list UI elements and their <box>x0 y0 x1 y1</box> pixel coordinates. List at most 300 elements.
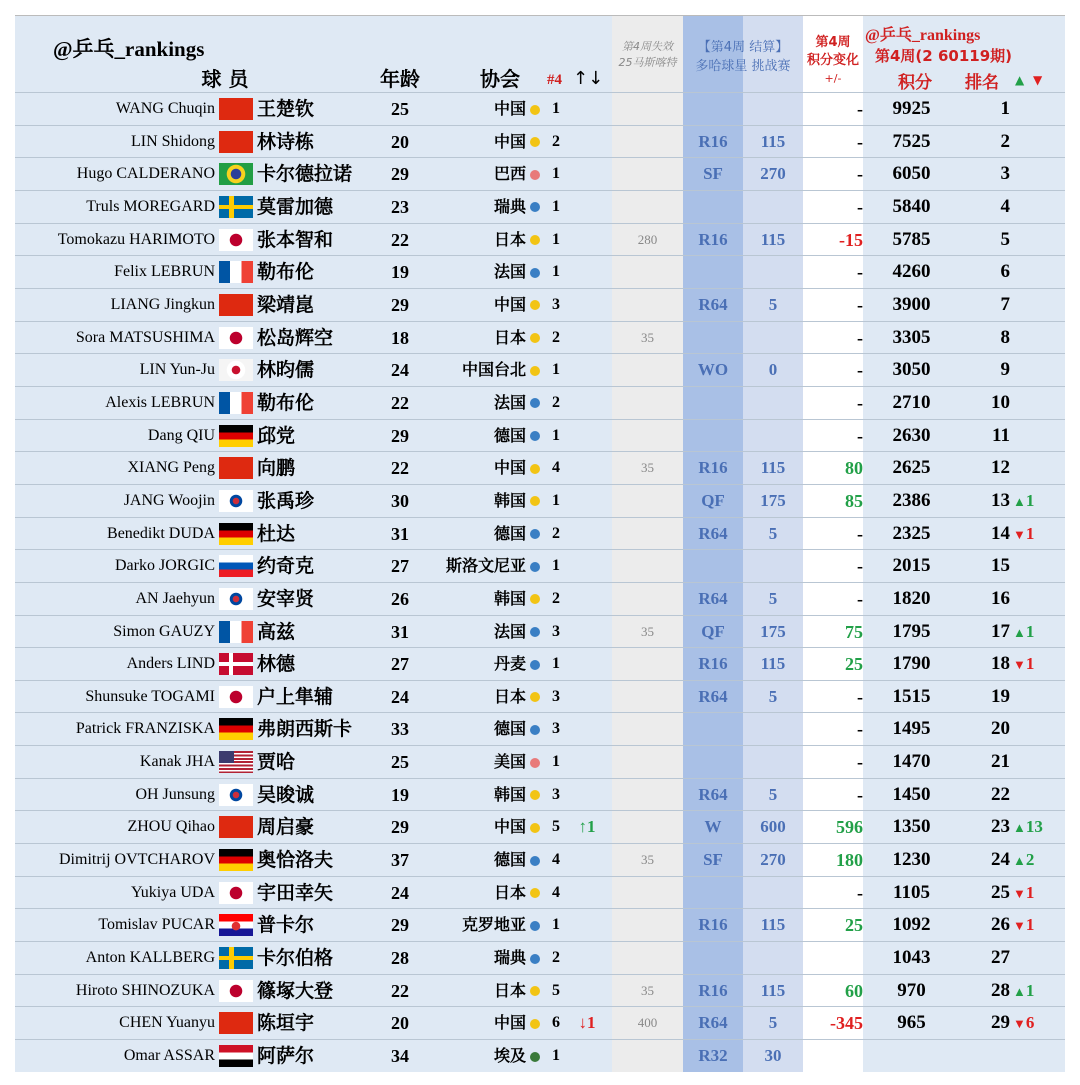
age: 31 <box>391 621 409 642</box>
association <box>430 224 540 256</box>
points-change: - <box>857 392 863 413</box>
event-points: 5 <box>768 523 778 543</box>
table-row <box>15 745 1065 778</box>
event-points <box>743 746 803 778</box>
continent-dot-icon <box>530 594 540 604</box>
player-name-en: Dang QIU <box>147 426 215 444</box>
rank: 8 <box>1000 326 1010 348</box>
flag-hr-icon <box>219 914 253 936</box>
event-header-l1: 【第4周 结算】 <box>697 40 789 55</box>
rank: 20 <box>991 718 1010 740</box>
table-row <box>15 549 1065 582</box>
points-change: - <box>857 164 863 185</box>
lost-points <box>612 550 683 582</box>
rank-change <box>1013 811 1063 843</box>
rank-change <box>1013 648 1063 680</box>
rank: 3 <box>1000 163 1010 185</box>
rank-down-arrow-icon: ▼ <box>1013 526 1026 542</box>
event-round <box>683 256 743 288</box>
lost-points <box>612 909 683 941</box>
event-round: R16 <box>698 131 728 151</box>
table-row <box>15 876 1065 909</box>
total-points: 5785 <box>892 228 931 250</box>
continent-dot-icon <box>530 529 540 539</box>
player-name-cn: 莫雷加德 <box>257 195 334 218</box>
week-move <box>568 224 606 256</box>
rank: 7 <box>1000 293 1010 315</box>
rank-change <box>1013 844 1063 876</box>
player-name-cn: 普卡尔 <box>257 914 315 937</box>
lost-header-l1: 第4周失效 <box>622 40 673 53</box>
player-name-en: LIANG Jingkun <box>110 295 215 313</box>
rank-change-value: 1 <box>1025 915 1035 935</box>
association <box>430 681 540 713</box>
table-row <box>15 582 1065 615</box>
event-points <box>743 713 803 745</box>
association <box>430 877 540 909</box>
player-name-cn: 林昀儒 <box>257 359 315 382</box>
event-round: R16 <box>698 229 728 249</box>
week-move: ↓1 <box>578 1013 596 1033</box>
continent-dot-icon <box>530 790 540 800</box>
total-points: 1795 <box>892 620 931 642</box>
event-round: QF <box>701 621 725 641</box>
flag-eg-icon <box>219 1045 253 1067</box>
player-name-cn: 梁靖崑 <box>257 293 315 316</box>
points-change: - <box>857 131 863 152</box>
rank: 17 <box>991 620 1010 642</box>
event-points: 5 <box>768 294 778 314</box>
table-row <box>15 321 1065 354</box>
association-name: 中国 <box>493 99 526 118</box>
flag-kr-icon <box>219 784 253 806</box>
event-round: R64 <box>698 588 728 608</box>
total-points: 1105 <box>893 881 930 903</box>
continent-dot-icon <box>530 823 540 833</box>
association <box>430 779 540 811</box>
week-count: 2 <box>552 393 560 411</box>
table-row <box>15 419 1065 452</box>
continent-dot-icon <box>530 921 540 931</box>
continent-dot-icon <box>530 202 540 212</box>
table-row <box>15 778 1065 811</box>
player-name-cn: 王楚钦 <box>257 98 315 120</box>
rank: 22 <box>991 783 1010 805</box>
week-count: 3 <box>552 295 560 313</box>
continent-dot-icon <box>530 105 540 115</box>
flag-kr-icon <box>219 490 253 512</box>
week-move <box>568 354 606 386</box>
association <box>430 1040 540 1072</box>
association-name: 中国 <box>493 294 526 314</box>
continent-dot-icon <box>530 627 540 637</box>
event-points: 600 <box>760 817 786 837</box>
issue-label: 第4周(2 60119期) <box>875 47 1012 65</box>
player-name-cn: 勒布伦 <box>257 391 315 414</box>
player-name-en: XIANG Peng <box>127 459 215 477</box>
association-name: 韩国 <box>493 588 526 608</box>
total-points: 970 <box>897 979 926 1001</box>
week-move <box>568 746 606 778</box>
age: 24 <box>391 882 409 903</box>
event-round <box>683 550 743 582</box>
event-round: R64 <box>698 294 728 314</box>
player-name-cn: 篠塚大登 <box>257 979 334 1002</box>
week-move <box>568 713 606 745</box>
event-points <box>743 191 803 223</box>
points-change: -345 <box>830 1013 863 1034</box>
week-move <box>568 485 606 517</box>
player-name-en: Anders LIND <box>126 655 215 673</box>
points-change: - <box>857 360 863 381</box>
points-change: - <box>857 262 863 283</box>
lost-points <box>612 158 683 190</box>
event-round <box>683 322 743 354</box>
points-change: - <box>857 752 863 773</box>
player-name-cn: 弗朗西斯卡 <box>257 718 353 741</box>
lost-header <box>612 38 683 70</box>
points-header: 积分 <box>898 73 932 93</box>
rank-up-arrow-icon: ▲ <box>1013 493 1026 509</box>
player-name-cn: 林诗栋 <box>257 130 315 153</box>
week-count: 1 <box>552 1047 560 1065</box>
association-name: 埃及 <box>493 1046 526 1066</box>
event-round: R32 <box>698 1046 728 1066</box>
rank: 29 <box>991 1012 1010 1034</box>
table-row <box>15 712 1065 745</box>
flag-se-icon <box>219 196 253 218</box>
rank: 5 <box>1000 228 1010 250</box>
points-change: 596 <box>836 817 863 838</box>
points-change: - <box>857 196 863 217</box>
event-round <box>683 420 743 452</box>
association-name: 德国 <box>493 523 526 543</box>
continent-dot-icon <box>530 431 540 441</box>
player-name-en: Omar ASSAR <box>123 1047 215 1065</box>
rank: 28 <box>991 979 1010 1001</box>
player-name-en: AN Jaehyun <box>135 589 215 607</box>
table-row <box>15 157 1065 190</box>
lost-points <box>612 746 683 778</box>
points-change: - <box>857 294 863 315</box>
association-name: 中国 <box>493 817 526 837</box>
association <box>430 616 540 648</box>
total-points: 2015 <box>892 555 931 577</box>
lost-header-l2: 25马斯喀特 <box>618 56 677 69</box>
player-name-en: Sora MATSUSHIMA <box>75 328 215 346</box>
week-count: 1 <box>552 655 560 673</box>
week-move <box>568 616 606 648</box>
event-points <box>743 387 803 419</box>
event-points: 115 <box>760 131 786 151</box>
flag-jp-icon <box>219 882 253 904</box>
lost-points <box>612 877 683 909</box>
event-points: 115 <box>760 654 786 674</box>
event-round <box>683 191 743 223</box>
flag-kr-icon <box>219 588 253 610</box>
total-points: 1790 <box>892 653 931 675</box>
total-points: 1092 <box>892 914 931 936</box>
association-name: 中国 <box>493 1013 526 1033</box>
rank-down-arrow-icon: ▼ <box>1013 657 1026 673</box>
player-name-en: Dimitrij OVTCHAROV <box>59 851 215 869</box>
week-count: 4 <box>552 459 560 477</box>
week-count: 1 <box>552 361 560 379</box>
change-header-l1: 第4周 <box>815 35 851 50</box>
association-name: 日本 <box>493 327 526 347</box>
player-name-en: OH Junsung <box>135 785 215 803</box>
flag-cn-icon <box>219 131 253 153</box>
event-points: 30 <box>764 1046 782 1066</box>
lost-points: 35 <box>641 623 654 639</box>
total-points: 2386 <box>892 489 931 511</box>
rank: 21 <box>991 751 1010 773</box>
flag-cn-icon <box>219 457 253 479</box>
week-move <box>568 779 606 811</box>
lost-points: 35 <box>641 460 654 476</box>
association <box>430 289 540 321</box>
table-row <box>15 908 1065 941</box>
event-points: 5 <box>768 1013 778 1033</box>
week-count: 3 <box>552 622 560 640</box>
total-points: 2710 <box>892 391 931 413</box>
rank: 11 <box>992 424 1010 446</box>
continent-dot-icon <box>530 856 540 866</box>
age: 19 <box>391 262 409 283</box>
week-count: 1 <box>552 491 560 509</box>
rank-down-arrow-icon: ▼ <box>1013 885 1026 901</box>
week-count: 1 <box>552 916 560 934</box>
event-points: 270 <box>760 850 786 870</box>
rank-change-value: 13 <box>1025 817 1043 837</box>
rank: 10 <box>991 391 1010 413</box>
association <box>430 811 540 843</box>
total-points: 2325 <box>892 522 931 544</box>
event-round: R64 <box>698 784 728 804</box>
total-points: 3050 <box>892 359 931 381</box>
table-row <box>15 125 1065 158</box>
lost-points <box>612 256 683 288</box>
player-name-en: Anton KALLBERG <box>85 949 215 967</box>
continent-dot-icon <box>530 660 540 670</box>
event-points: 0 <box>768 360 778 380</box>
player-name-cn: 奥恰洛夫 <box>257 849 334 872</box>
event-points <box>743 942 803 974</box>
table-row <box>15 255 1065 288</box>
continent-dot-icon <box>530 986 540 996</box>
points-change <box>803 942 863 974</box>
points-change: -15 <box>839 229 863 250</box>
association <box>430 550 540 582</box>
age: 18 <box>391 327 409 348</box>
association <box>430 1007 540 1039</box>
week-count: 3 <box>552 720 560 738</box>
continent-dot-icon <box>530 235 540 245</box>
table-row <box>15 647 1065 680</box>
points-change: - <box>857 784 863 805</box>
event-points: 115 <box>760 915 786 935</box>
points-change: - <box>857 882 863 903</box>
association-name: 中国 <box>493 131 526 151</box>
event-round <box>683 93 743 125</box>
association-name: 斯洛文尼亚 <box>445 556 526 576</box>
continent-dot-icon <box>530 725 540 735</box>
association <box>430 518 540 550</box>
rank-change-value: 1 <box>1025 621 1035 641</box>
event-round: R64 <box>698 1013 728 1033</box>
player-name-en: LIN Yun-Ju <box>139 361 215 379</box>
total-points: 6050 <box>892 163 931 185</box>
association-name: 瑞典 <box>493 196 526 216</box>
association <box>430 942 540 974</box>
rank-change <box>1013 1007 1063 1039</box>
player-name-en: Patrick FRANZISKA <box>75 720 215 738</box>
week-count: 2 <box>552 524 560 542</box>
rank: 25 <box>991 881 1010 903</box>
points-change: - <box>857 686 863 707</box>
total-points: 9925 <box>892 98 931 119</box>
association-name: 日本 <box>493 686 526 706</box>
flag-fr-icon <box>219 261 253 283</box>
week-count: 1 <box>552 100 560 117</box>
change-header <box>803 34 863 88</box>
week-move <box>568 420 606 452</box>
event-round <box>683 746 743 778</box>
player-name-cn: 安宰贤 <box>257 587 315 610</box>
rank-change-value: 1 <box>1025 882 1035 902</box>
association <box>430 746 540 778</box>
table-row <box>15 810 1065 843</box>
week-count: 1 <box>552 197 560 215</box>
event-points: 5 <box>768 588 778 608</box>
rank-change-value: 6 <box>1025 1013 1035 1033</box>
age: 34 <box>391 1046 409 1067</box>
continent-dot-icon <box>530 137 540 147</box>
association-name: 丹麦 <box>493 654 526 674</box>
points-change: - <box>857 719 863 740</box>
rank-change <box>1013 975 1063 1007</box>
rank-header: 排名 <box>965 73 999 93</box>
week-move <box>568 387 606 419</box>
age-header: 年龄 <box>380 67 420 91</box>
association-name: 法国 <box>493 392 526 412</box>
lost-points <box>612 713 683 745</box>
points-change: - <box>857 99 863 119</box>
table-row <box>15 974 1065 1007</box>
total-points <box>863 1040 960 1072</box>
continent-dot-icon <box>530 366 540 376</box>
week-move: ↑1 <box>578 817 596 837</box>
continent-dot-icon <box>530 1052 540 1062</box>
event-points: 115 <box>760 458 786 478</box>
lost-points <box>612 420 683 452</box>
total-points: 1820 <box>892 587 931 609</box>
association-name: 中国台北 <box>461 360 526 380</box>
points-change: 25 <box>845 915 863 936</box>
week-count: 5 <box>552 981 560 999</box>
player-name-cn: 向鹏 <box>257 457 296 480</box>
association-name: 巴西 <box>493 164 526 184</box>
points-change: - <box>857 425 863 446</box>
rank-up-arrow-icon: ▲ <box>1013 853 1026 869</box>
association-name: 法国 <box>493 621 526 641</box>
age: 29 <box>391 294 409 315</box>
flag-se-icon <box>219 947 253 969</box>
total-points: 2630 <box>892 424 931 446</box>
right-watermark: @乒乓_rankings <box>865 27 981 44</box>
player-name-en: Shunsuke TOGAMI <box>85 687 215 705</box>
event-round: R64 <box>698 523 728 543</box>
continent-dot-icon <box>530 464 540 474</box>
week-count: 1 <box>552 230 560 248</box>
event-round <box>683 713 743 745</box>
points-change: - <box>857 327 863 348</box>
age: 29 <box>391 425 409 446</box>
player-name-cn: 张本智和 <box>257 228 334 251</box>
player-name-en: Felix LEBRUN <box>114 263 215 281</box>
player-name-en: JANG Woojin <box>123 491 215 509</box>
event-points <box>743 877 803 909</box>
table-row <box>15 223 1065 256</box>
rank-change-value: 1 <box>1025 523 1035 543</box>
event-round: WO <box>697 360 729 380</box>
watermark: @乒乓_rankings <box>53 37 205 61</box>
rank: 12 <box>991 457 1010 479</box>
event-round <box>683 942 743 974</box>
total-points: 1515 <box>892 685 931 707</box>
flag-jp-icon <box>219 980 253 1002</box>
flag-fr-icon <box>219 621 253 643</box>
week-move <box>568 942 606 974</box>
age: 37 <box>391 850 409 871</box>
table-row <box>15 517 1065 550</box>
continent-dot-icon <box>530 562 540 572</box>
association <box>430 93 540 125</box>
week-move <box>568 909 606 941</box>
association-name: 中国 <box>493 458 526 478</box>
table-row <box>15 190 1065 223</box>
continent-dot-icon <box>530 268 540 278</box>
association-name: 韩国 <box>493 490 526 510</box>
association <box>430 322 540 354</box>
age: 25 <box>391 752 409 773</box>
event-points <box>743 420 803 452</box>
player-name-cn: 宇田幸矢 <box>257 881 334 904</box>
event-points: 175 <box>760 490 786 510</box>
week-count: 5 <box>552 818 560 836</box>
points-change: 180 <box>836 850 863 871</box>
table-row <box>15 941 1065 974</box>
age: 20 <box>391 1013 409 1034</box>
continent-dot-icon <box>530 1019 540 1029</box>
continent-dot-icon <box>530 888 540 898</box>
event-round: SF <box>703 850 723 870</box>
association-name: 德国 <box>493 425 526 445</box>
flag-de-icon <box>219 425 253 447</box>
week-move <box>568 256 606 288</box>
association-name: 日本 <box>493 882 526 902</box>
age: 22 <box>391 458 409 479</box>
flag-jp-icon <box>219 229 253 251</box>
player-name-en: CHEN Yuanyu <box>119 1014 215 1032</box>
association <box>430 387 540 419</box>
rank: 14 <box>991 522 1010 544</box>
table-row <box>15 386 1065 419</box>
week-count: 1 <box>552 165 560 183</box>
table-row <box>15 680 1065 713</box>
age: 28 <box>391 948 409 969</box>
association-name: 法国 <box>493 262 526 282</box>
